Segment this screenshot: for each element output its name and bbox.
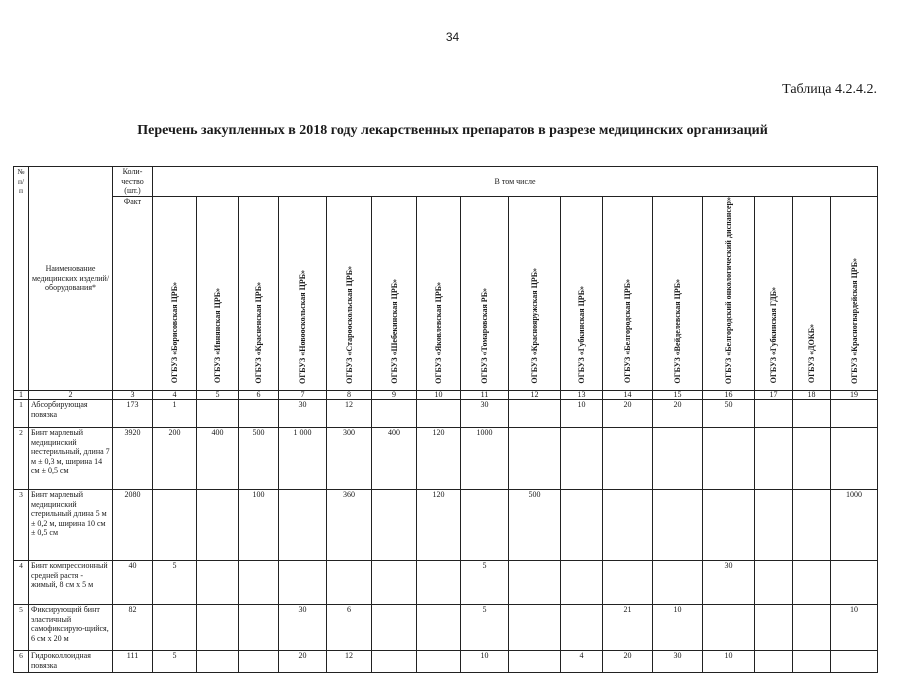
header-row xyxy=(14,167,878,197)
org-header-label: ОГБУЗ «Томаровская РБ» xyxy=(480,287,489,384)
org-header-label: ОГБУЗ «Белгородский онкологический диспансер» xyxy=(724,196,733,384)
org-quantity xyxy=(603,561,653,605)
org-quantity xyxy=(239,400,279,428)
org-quantity xyxy=(197,400,239,428)
column-number: 5 xyxy=(197,391,239,400)
org-quantity xyxy=(239,605,279,651)
org-header xyxy=(372,196,417,391)
table-row xyxy=(14,561,878,605)
document-title: Перечень закупленных в 2018 году лекарственных препаратов в разрезе медицинских организаций xyxy=(137,123,768,138)
org-quantity: 10 xyxy=(831,605,878,651)
org-quantity xyxy=(372,400,417,428)
item-name: Бинт марлевый медицинский стерильный длина 5 м ± 0,2 м, ширина 10 см ± 0,5 см xyxy=(29,490,113,561)
org-quantity: 10 xyxy=(703,651,755,673)
org-quantity xyxy=(703,428,755,490)
org-quantity: 30 xyxy=(279,605,327,651)
column-number: 18 xyxy=(793,391,831,400)
table-label: Таблица 4.2.4.2. xyxy=(782,82,877,97)
org-quantity: 120 xyxy=(417,428,461,490)
org-quantity: 30 xyxy=(461,400,509,428)
org-quantity: 5 xyxy=(461,561,509,605)
org-header xyxy=(197,196,239,391)
table-row xyxy=(14,651,878,673)
item-name: Гидроколлоидная повязка xyxy=(29,651,113,673)
column-number-row xyxy=(14,391,878,400)
org-quantity xyxy=(239,561,279,605)
org-quantity xyxy=(509,651,561,673)
org-quantity xyxy=(793,561,831,605)
org-quantity xyxy=(417,561,461,605)
org-quantity: 20 xyxy=(603,400,653,428)
column-number: 6 xyxy=(239,391,279,400)
table-row xyxy=(14,428,878,490)
org-quantity xyxy=(509,561,561,605)
org-quantity xyxy=(509,428,561,490)
org-quantity: 50 xyxy=(703,400,755,428)
item-name: Бинт компрессионный средней растя - жимый, 8 см х 5 м xyxy=(29,561,113,605)
org-quantity: 100 xyxy=(239,490,279,561)
row-number: 2 xyxy=(14,428,29,490)
org-quantity: 300 xyxy=(327,428,372,490)
org-quantity xyxy=(603,428,653,490)
org-quantity xyxy=(603,490,653,561)
table-row xyxy=(14,490,878,561)
org-quantity xyxy=(755,490,793,561)
org-quantity: 20 xyxy=(653,400,703,428)
header-including: В том числе xyxy=(153,167,878,197)
org-quantity xyxy=(372,561,417,605)
org-quantity xyxy=(793,651,831,673)
org-header-label: ОГБУЗ «Борисовская ЦРБ» xyxy=(170,282,179,384)
org-quantity xyxy=(197,490,239,561)
org-header-label: ОГБУЗ «Белгородская ЦРБ» xyxy=(623,279,632,384)
item-name: Абсорбирующая повязка xyxy=(29,400,113,428)
org-quantity: 120 xyxy=(417,490,461,561)
item-name: Бинт марлевый медицинский нестерильный, длина 7 м ± 0,3 м, ширина 14 см ± 0,5 см xyxy=(29,428,113,490)
org-quantity xyxy=(793,428,831,490)
org-header xyxy=(239,196,279,391)
org-header xyxy=(603,196,653,391)
org-quantity xyxy=(793,490,831,561)
org-quantity xyxy=(561,490,603,561)
column-number: 2 xyxy=(29,391,113,400)
column-number: 1 xyxy=(14,391,29,400)
org-quantity: 5 xyxy=(153,561,197,605)
org-header xyxy=(653,196,703,391)
org-quantity: 4 xyxy=(561,651,603,673)
org-header-label: ОГБУЗ «Краснояружская ЦРБ» xyxy=(530,268,539,384)
org-quantity xyxy=(561,428,603,490)
column-number: 3 xyxy=(113,391,153,400)
org-quantity xyxy=(509,605,561,651)
org-quantity xyxy=(793,400,831,428)
org-quantity xyxy=(561,561,603,605)
org-quantity xyxy=(653,561,703,605)
org-quantity xyxy=(509,400,561,428)
org-quantity xyxy=(755,561,793,605)
org-quantity xyxy=(153,490,197,561)
column-number: 16 xyxy=(703,391,755,400)
org-quantity xyxy=(831,561,878,605)
column-number: 9 xyxy=(372,391,417,400)
org-header xyxy=(561,196,603,391)
row-number: 5 xyxy=(14,605,29,651)
column-number: 4 xyxy=(153,391,197,400)
org-quantity xyxy=(279,490,327,561)
org-quantity xyxy=(755,400,793,428)
org-quantity: 5 xyxy=(461,605,509,651)
fact-quantity: 82 xyxy=(113,605,153,651)
org-quantity xyxy=(372,651,417,673)
org-quantity xyxy=(417,400,461,428)
org-header xyxy=(793,196,831,391)
org-quantity xyxy=(417,651,461,673)
org-header xyxy=(831,196,878,391)
org-header xyxy=(417,196,461,391)
fact-quantity: 173 xyxy=(113,400,153,428)
org-header-label: ОГБУЗ «Красногвардейская ЦРБ» xyxy=(849,257,859,384)
org-quantity: 21 xyxy=(603,605,653,651)
row-number: 6 xyxy=(14,651,29,673)
org-header xyxy=(153,196,197,391)
column-number: 17 xyxy=(755,391,793,400)
fact-quantity: 3920 xyxy=(113,428,153,490)
header-qty: Коли-чество (шт.) xyxy=(113,167,153,197)
fact-quantity: 40 xyxy=(113,561,153,605)
org-quantity xyxy=(417,605,461,651)
org-quantity: 400 xyxy=(197,428,239,490)
org-header-label: ОГБУЗ «Старооскольская ЦРБ» xyxy=(344,265,354,384)
org-quantity: 1000 xyxy=(461,428,509,490)
org-quantity: 30 xyxy=(653,651,703,673)
org-header xyxy=(755,196,793,391)
org-header-label: ОГБУЗ «Красненская ЦРБ» xyxy=(254,281,263,384)
org-header-row xyxy=(14,196,878,391)
org-quantity xyxy=(327,561,372,605)
org-quantity xyxy=(372,605,417,651)
column-number: 11 xyxy=(461,391,509,400)
org-quantity xyxy=(831,651,878,673)
org-header-label: ОГБУЗ «ДОКБ» xyxy=(807,324,816,384)
org-quantity xyxy=(793,605,831,651)
org-quantity xyxy=(197,561,239,605)
org-quantity xyxy=(279,561,327,605)
org-quantity: 1 000 xyxy=(279,428,327,490)
org-quantity: 500 xyxy=(509,490,561,561)
column-number: 8 xyxy=(327,391,372,400)
org-quantity xyxy=(653,428,703,490)
org-quantity xyxy=(461,490,509,561)
item-name: Фиксирующий бинт эластичный самофиксирую-щийся, 6 см х 20 м xyxy=(29,605,113,651)
org-quantity: 12 xyxy=(327,651,372,673)
org-quantity xyxy=(197,651,239,673)
column-number: 12 xyxy=(509,391,561,400)
org-quantity: 30 xyxy=(703,561,755,605)
org-quantity xyxy=(755,605,793,651)
header-no: № п/п xyxy=(14,167,29,391)
org-quantity xyxy=(755,651,793,673)
org-quantity: 10 xyxy=(561,400,603,428)
org-header-label: ОГБУЗ «Ивнянская ЦРБ» xyxy=(213,288,222,384)
org-header-label: ОГБУЗ «Шебекинская ЦРБ» xyxy=(389,278,399,384)
org-header xyxy=(327,196,372,391)
fact-quantity: 2080 xyxy=(113,490,153,561)
org-quantity: 1 xyxy=(153,400,197,428)
header-fact: Факт xyxy=(113,196,153,391)
org-quantity xyxy=(703,490,755,561)
page-number: 34 xyxy=(445,30,460,44)
org-header xyxy=(703,196,755,391)
org-header xyxy=(461,196,509,391)
org-quantity xyxy=(831,428,878,490)
org-quantity: 360 xyxy=(327,490,372,561)
org-quantity: 5 xyxy=(153,651,197,673)
org-quantity xyxy=(197,605,239,651)
column-number: 14 xyxy=(603,391,653,400)
org-quantity xyxy=(561,605,603,651)
org-quantity: 12 xyxy=(327,400,372,428)
org-quantity: 20 xyxy=(603,651,653,673)
column-number: 7 xyxy=(279,391,327,400)
row-number: 4 xyxy=(14,561,29,605)
column-number: 19 xyxy=(831,391,878,400)
table-row xyxy=(14,400,878,428)
org-quantity: 10 xyxy=(653,605,703,651)
column-number: 10 xyxy=(417,391,461,400)
org-header xyxy=(279,196,327,391)
procurement-table xyxy=(13,166,878,673)
org-quantity: 400 xyxy=(372,428,417,490)
fact-quantity: 111 xyxy=(113,651,153,673)
org-quantity xyxy=(153,605,197,651)
column-number: 13 xyxy=(561,391,603,400)
org-quantity xyxy=(755,428,793,490)
column-number: 15 xyxy=(653,391,703,400)
org-header-label: ОГБУЗ «Губкинская ЦРБ» xyxy=(577,285,586,384)
org-header-label: ОГБУЗ «Вейделевская ЦРБ» xyxy=(673,278,682,384)
org-quantity: 500 xyxy=(239,428,279,490)
header-name: Наименование медицинских изделий/ оборудования* xyxy=(29,167,113,391)
org-quantity: 10 xyxy=(461,651,509,673)
org-header xyxy=(509,196,561,391)
org-quantity xyxy=(372,490,417,561)
row-number: 1 xyxy=(14,400,29,428)
org-quantity xyxy=(239,651,279,673)
org-quantity: 30 xyxy=(279,400,327,428)
org-header-label: ОГБУЗ «Яковлевская ЦРБ» xyxy=(434,281,443,384)
row-number: 3 xyxy=(14,490,29,561)
org-quantity: 20 xyxy=(279,651,327,673)
org-header-label: ОГБУЗ «Губкинская ГДБ» xyxy=(769,287,778,384)
org-quantity xyxy=(703,605,755,651)
org-quantity xyxy=(831,400,878,428)
org-quantity xyxy=(653,490,703,561)
org-quantity: 200 xyxy=(153,428,197,490)
table-row xyxy=(14,605,878,651)
org-quantity: 6 xyxy=(327,605,372,651)
org-quantity: 1000 xyxy=(831,490,878,561)
org-header-label: ОГБУЗ «Новооскольская ЦРБ» xyxy=(298,269,307,384)
